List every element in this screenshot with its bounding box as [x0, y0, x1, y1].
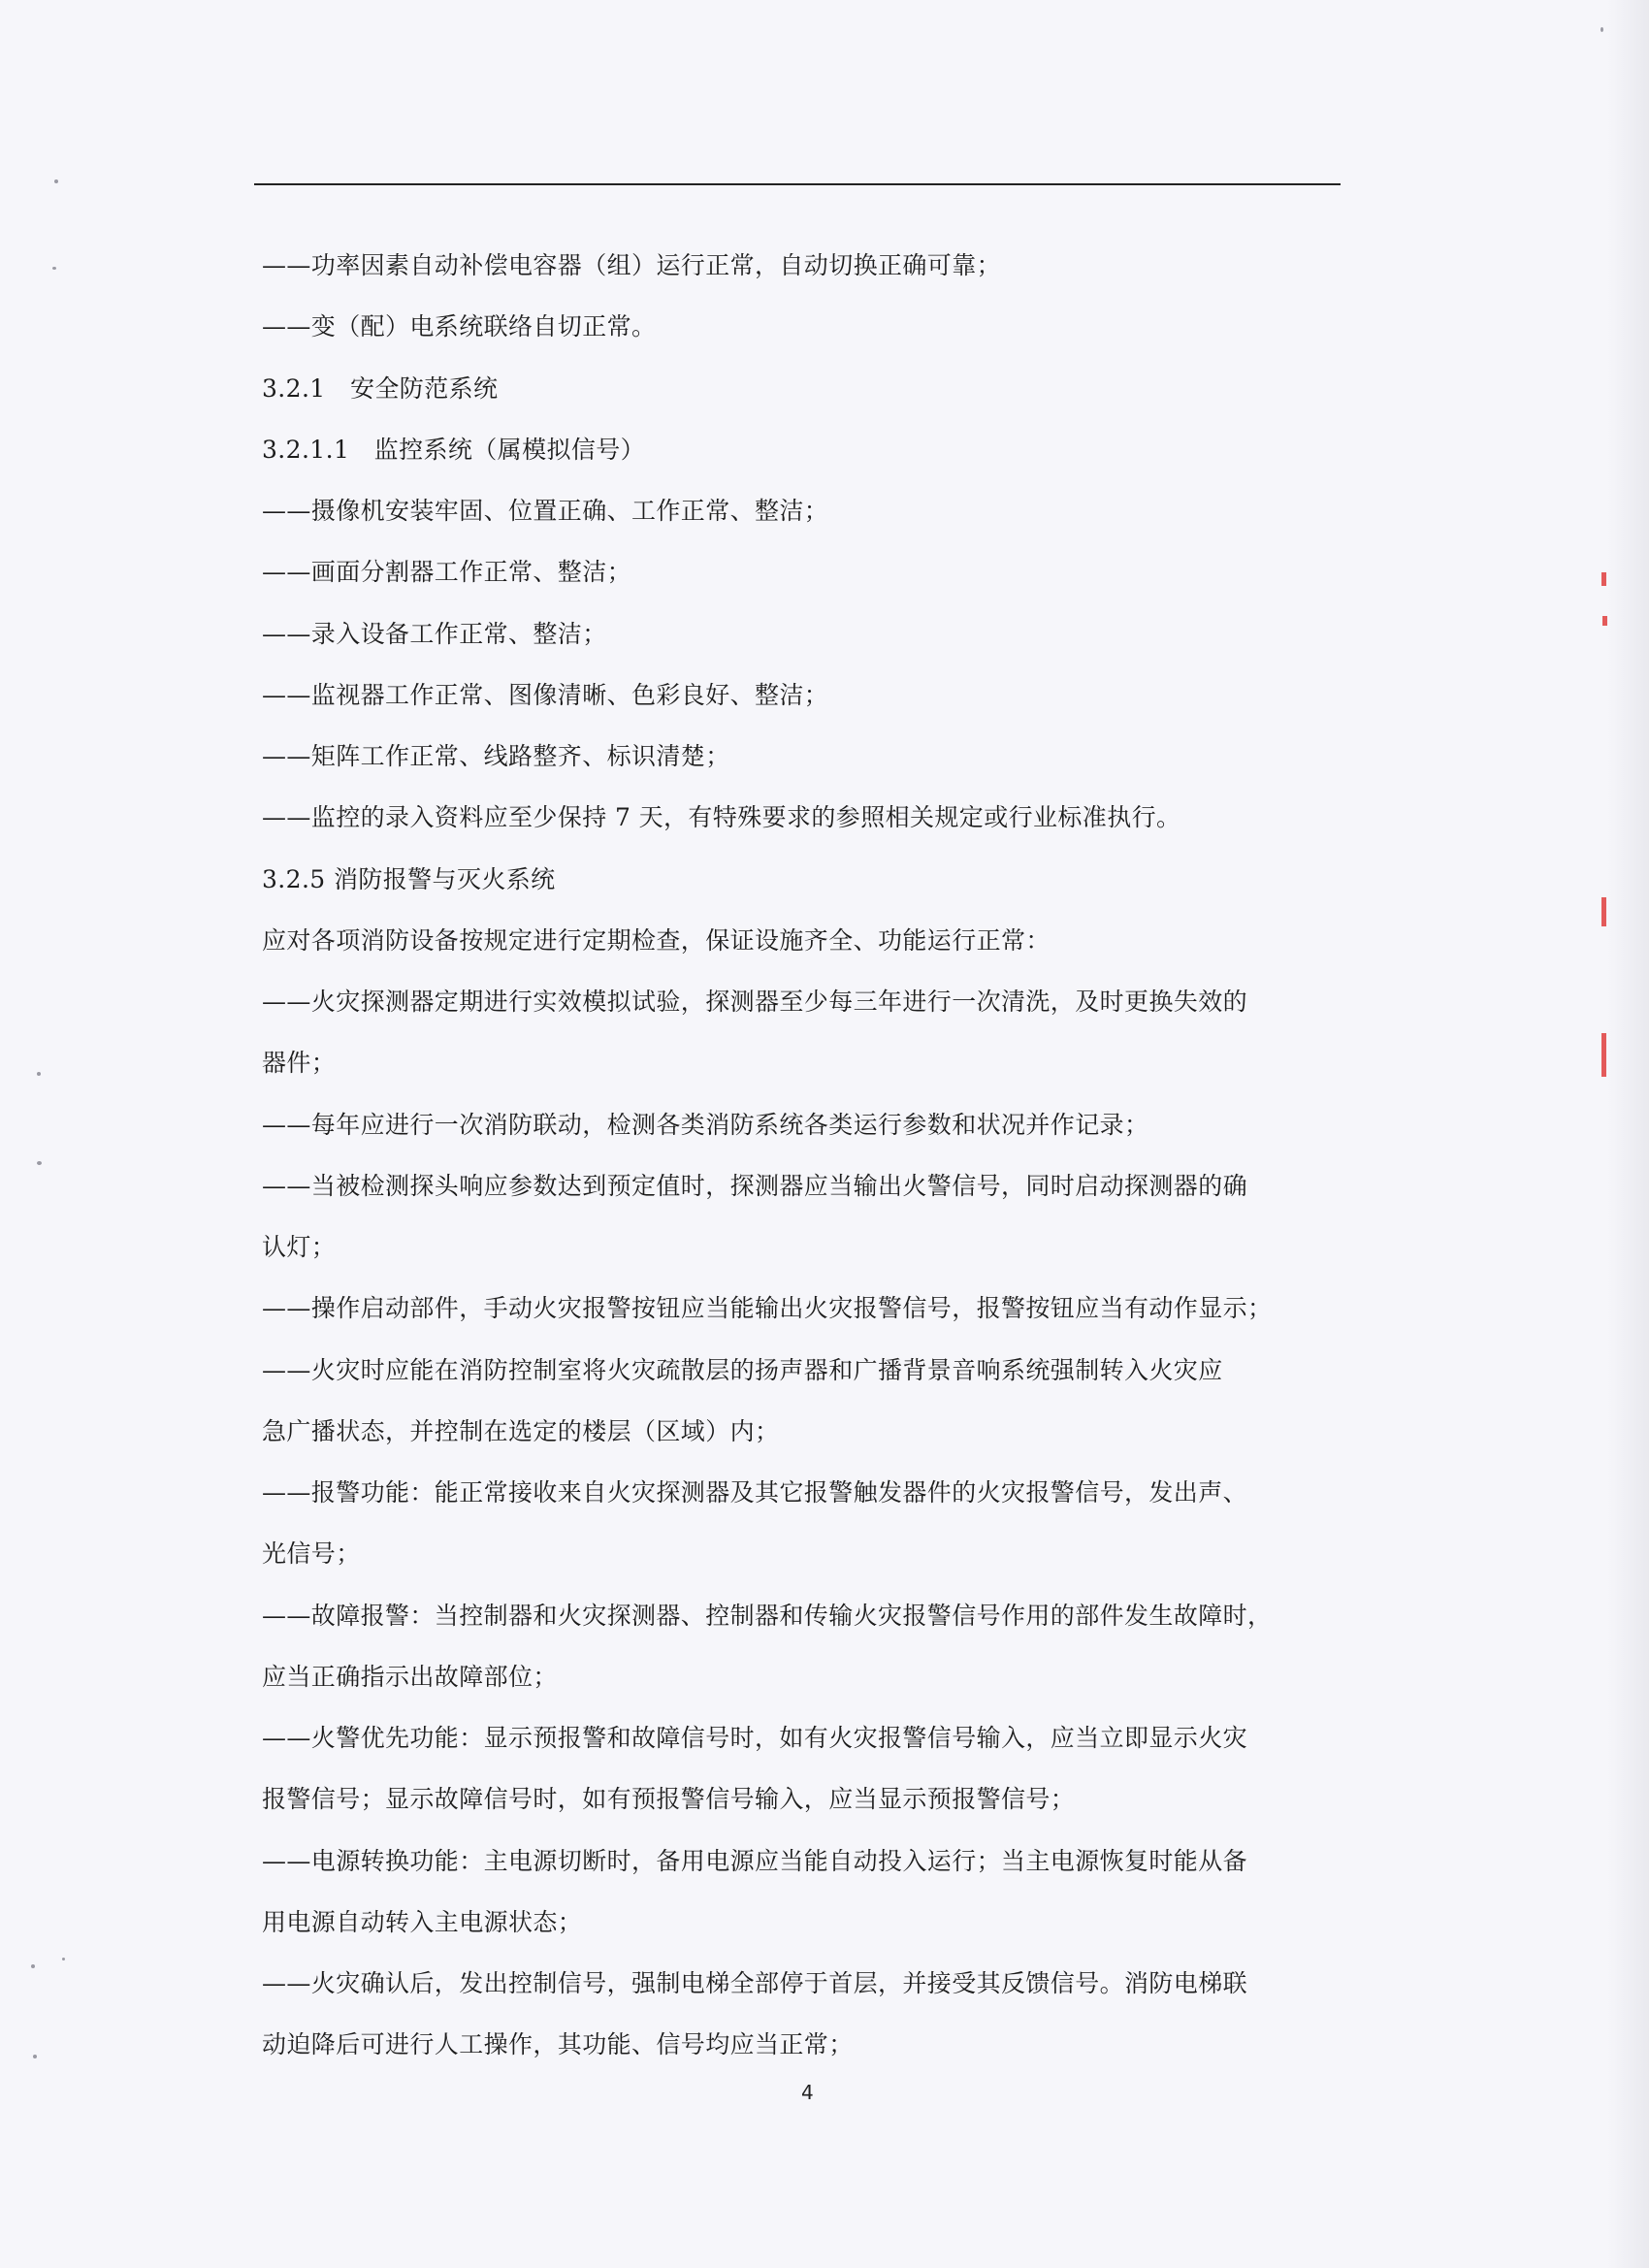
scan-edge-shadow	[1606, 0, 1649, 2268]
scan-speck	[37, 1161, 42, 1165]
text-line: ——火警优先功能：显示预报警和故障信号时，如有火灾报警信号输入，应当立即显示火灾	[262, 1724, 1248, 1752]
text-line: ——监视器工作正常、图像清晰、色彩良好、整洁；	[262, 681, 829, 709]
text-line: ——火灾探测器定期进行实效模拟试验，探测器至少每三年进行一次清洗，及时更换失效的	[262, 988, 1248, 1016]
text-line: 急广播状态，并控制在选定的楼层（区域）内；	[262, 1417, 780, 1445]
text-line: 光信号；	[262, 1539, 361, 1568]
red-margin-mark	[1602, 616, 1607, 626]
red-margin-mark	[1601, 1033, 1606, 1077]
text-line: ——摄像机安装牢固、位置正确、工作正常、整洁；	[262, 497, 829, 525]
text-line: ——画面分割器工作正常、整洁；	[262, 558, 632, 586]
subsection-heading: 3.2.1.1 监控系统（属模拟信号）	[262, 436, 646, 464]
scan-speck	[1600, 27, 1603, 32]
scan-speck	[31, 1964, 35, 1968]
text-line: ——火灾确认后，发出控制信号，强制电梯全部停于首层，并接受其反馈信号。消防电梯联	[262, 1969, 1248, 1997]
page-number: 4	[801, 2081, 814, 2104]
text-line: 器件；	[262, 1049, 337, 1077]
text-line: 用电源自动转入主电源状态；	[262, 1908, 583, 1936]
text-line: ——报警功能：能正常接收来自火灾探测器及其它报警触发器件的火灾报警信号，发出声、	[262, 1478, 1248, 1507]
text-line: ——当被检测探头响应参数达到预定值时，探测器应当输出火警信号，同时启动探测器的确	[262, 1172, 1248, 1200]
text-line: ——功率因素自动补偿电容器（组）运行正常，自动切换正确可靠；	[262, 251, 1002, 279]
text-line: ——火灾时应能在消防控制室将火灾疏散层的扬声器和广播背景音响系统强制转入火灾应	[262, 1356, 1223, 1384]
section-heading: 3.2.5 消防报警与灭火系统	[262, 865, 556, 893]
text-line: 报警信号；显示故障信号时，如有预报警信号输入，应当显示预报警信号；	[262, 1785, 1076, 1813]
text-line: 应当正确指示出故障部位；	[262, 1663, 558, 1691]
scan-speck	[33, 2055, 37, 2058]
red-margin-mark	[1601, 572, 1606, 586]
text-line: ——电源转换功能：主电源切断时，备用电源应当能自动投入运行；当主电源恢复时能从备	[262, 1847, 1248, 1875]
text-line: ——监控的录入资料应至少保持 7 天，有特殊要求的参照相关规定或行业标准执行。	[262, 803, 1181, 831]
scan-speck	[37, 1072, 41, 1076]
scan-speck	[54, 179, 58, 183]
text-line: ——录入设备工作正常、整洁；	[262, 620, 607, 648]
text-line: ——故障报警：当控制器和火灾探测器、控制器和传输火灾报警信号作用的部件发生故障时，	[262, 1602, 1273, 1630]
scan-speck	[52, 267, 56, 270]
section-heading: 3.2.1 安全防范系统	[262, 374, 499, 403]
text-line: ——变（配）电系统联络自切正常。	[262, 312, 657, 340]
text-line: 应对各项消防设备按规定进行定期检查，保证设施齐全、功能运行正常：	[262, 926, 1051, 955]
text-line: 认灯；	[262, 1233, 337, 1261]
red-margin-mark	[1601, 897, 1606, 926]
text-line: ——每年应进行一次消防联动，检测各类消防系统各类运行参数和状况并作记录；	[262, 1111, 1149, 1139]
scan-speck	[62, 1958, 65, 1960]
text-line: 动迫降后可进行人工操作，其功能、信号均应当正常；	[262, 2030, 854, 2058]
header-rule	[254, 183, 1341, 185]
text-line: ——操作启动部件，手动火灾报警按钮应当能输出火灾报警信号，报警按钮应当有动作显示；	[262, 1294, 1273, 1322]
text-line: ——矩阵工作正常、线路整齐、标识清楚；	[262, 742, 730, 770]
